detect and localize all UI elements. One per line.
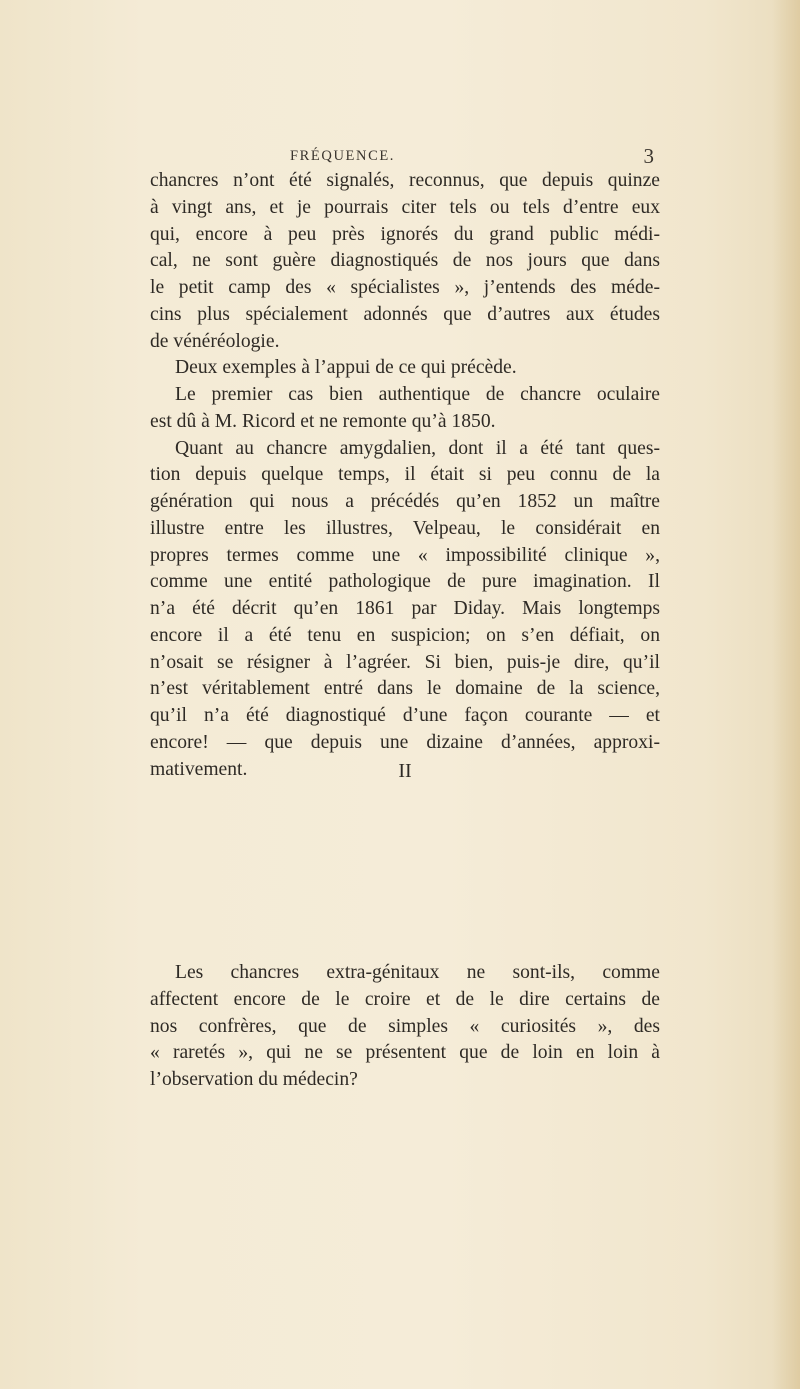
text-line: le petit camp des « spécialistes », j’entends des méde-	[150, 277, 660, 298]
text-line: est dû à M. Ricord et ne remonte qu’à 1850.	[150, 410, 496, 432]
text-line: l’observation du médecin?	[150, 1069, 358, 1090]
text-line: n’osait se résigner à l’agréer. Si bien, puis-je dire, qu’il	[150, 651, 660, 673]
text-line: propres termes comme une « impossibilité clinique »,	[150, 544, 660, 566]
page-header	[150, 146, 660, 170]
text-line: chancres n’ont été signalés, reconnus, que depuis quinze	[150, 170, 660, 191]
text-line: Les chancres extra-génitaux ne sont-ils, comme	[175, 962, 660, 983]
section-text-block	[150, 960, 660, 1094]
page-edge-shading	[772, 0, 800, 1389]
text-line: Le premier cas bien authentique de chancre oculaire	[175, 384, 660, 405]
text-line: Deux exemples à l’appui de ce qui précède.	[175, 357, 517, 379]
text-line: qu’il n’a été diagnostiqué d’une façon courante — et	[150, 705, 660, 726]
main-text-block	[150, 168, 660, 783]
text-line: qui, encore à peu près ignorés du grand public médi-	[150, 223, 660, 245]
text-line: « raretés », qui ne se présentent que de loin en loin à	[150, 1042, 660, 1064]
text-line: Quant au chancre amygdalien, dont il a été tant ques-	[175, 437, 660, 459]
text-line: n’a été décrit qu’en 1861 par Diday. Mais longtemps	[150, 598, 660, 619]
text-line: comme une entité pathologique de pure imagination. Il	[150, 571, 660, 593]
text-line: n’est véritablement entré dans le domaine de la science,	[150, 678, 660, 700]
running-head: FRÉQUENCE.	[290, 148, 396, 164]
text-line: cal, ne sont guère diagnostiqués de nos jours que dans	[150, 250, 660, 272]
text-line: à vingt ans, et je pourrais citer tels ou tels d’entre eux	[150, 196, 660, 218]
section-heading: II	[398, 760, 412, 782]
text-line: encore il a été tenu en suspicion; on s’en défiait, on	[150, 624, 660, 646]
page-number: 3	[643, 144, 654, 168]
text-line: illustre entre les illustres, Velpeau, le considérait en	[150, 517, 660, 539]
text-line: mativement.	[150, 758, 248, 780]
text-line: cins plus spécialement adonnés que d’autres aux études	[150, 303, 660, 325]
text-line: nos confrères, que de simples « curiosités », des	[150, 1015, 660, 1037]
text-line: affectent encore de le croire et de le dire certains de	[150, 988, 660, 1010]
text-line: de vénéréologie.	[150, 330, 280, 352]
text-line: tion depuis quelque temps, il était si peu connu de la	[150, 464, 660, 486]
text-line: encore! — que depuis une dizaine d’années, approxi-	[150, 731, 660, 753]
text-line: génération qui nous a précédés qu’en 1852 un maître	[150, 491, 660, 512]
